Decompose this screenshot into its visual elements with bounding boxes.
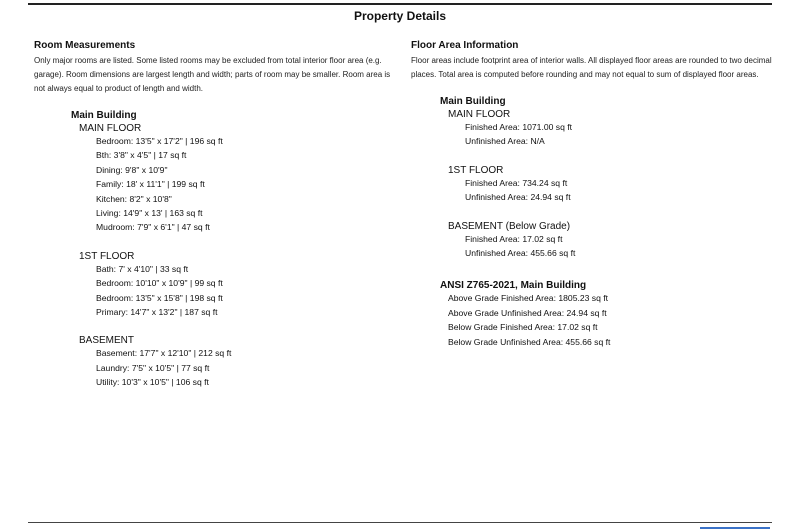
area-list (465, 232, 776, 261)
floor-area-section (411, 40, 776, 349)
area-line: Finished Area: 734.24 sq ft (465, 177, 568, 188)
room-line: Dining: 9'8" x 10'9" (96, 164, 168, 175)
floor-area-description: Floor areas include footprint area of interior walls. All displayed floor areas are rounded to two decimal places. Total area is computed before rounding and may not equal to sum of displayed floor areas. (411, 56, 772, 79)
floor-name: MAIN FLOOR (448, 109, 511, 120)
room-measurements-heading: Room Measurements (34, 40, 136, 51)
room-list (96, 262, 399, 320)
room-line: Family: 18' x 11'1" | 199 sq ft (96, 179, 205, 190)
room-building-group (71, 110, 399, 390)
ansi-line: Above Grade Unfinished Area: 24.94 sq ft (448, 307, 607, 318)
building-name: Main Building (71, 110, 137, 121)
floor-list (79, 123, 399, 390)
floor-name: MAIN FLOOR (79, 123, 142, 134)
room-line: Bedroom: 13'5" x 17'2" | 196 sq ft (96, 136, 223, 146)
floor-area-heading: Floor Area Information (411, 40, 519, 51)
room-line: Bedroom: 13'5" x 15'8" | 198 sq ft (96, 292, 223, 303)
ansi-list (448, 291, 776, 349)
room-measurements-section (34, 40, 399, 390)
area-line: Finished Area: 1071.00 sq ft (465, 122, 573, 132)
area-list (465, 176, 776, 205)
ansi-line: Above Grade Finished Area: 1805.23 sq ft (448, 293, 609, 304)
room-line: Laundry: 7'5" x 10'5" | 77 sq ft (96, 362, 210, 373)
building-name: Main Building (440, 96, 506, 107)
page-title: Property Details (353, 9, 447, 23)
ansi-heading: ANSI Z765-2021, Main Building (440, 280, 587, 292)
floor-name: 1ST FLOOR (448, 164, 504, 176)
area-line: Unfinished Area: N/A (465, 136, 545, 147)
room-line: Mudroom: 7'9" x 6'1" | 47 sq ft (96, 222, 210, 233)
room-list (96, 134, 399, 235)
area-line: Unfinished Area: 24.94 sq ft (465, 192, 571, 203)
room-line: Bth: 3'8" x 4'5" | 17 sq ft (96, 150, 187, 161)
room-list (96, 346, 399, 389)
ansi-line: Below Grade Finished Area: 17.02 sq ft (448, 322, 598, 333)
room-line: Basement: 17'7" x 12'10" | 212 sq ft (96, 348, 232, 359)
room-line: Utility: 10'3" x 10'5" | 106 sq ft (96, 377, 209, 388)
area-building-group (440, 96, 776, 349)
area-line: Finished Area: 17.02 sq ft (465, 233, 563, 244)
ansi-line: Below Grade Unfinished Area: 455.66 sq ft (448, 336, 611, 347)
room-line: Kitchen: 8'2" x 10'8" (96, 193, 172, 204)
floor-name: BASEMENT (79, 335, 135, 347)
floor-area-list (448, 109, 776, 260)
footer-logo-fragment (700, 524, 770, 530)
room-line: Bedroom: 10'10" x 10'9" | 99 sq ft (96, 278, 223, 289)
floor-name: BASEMENT (Below Grade) (448, 220, 571, 232)
room-measurements-description: Only major rooms are listed. Some listed rooms may be excluded from total interior floor area (e.g. garage). Room dimensions are largest length and width; parts of room may be smaller. Room area is not always equal to product of length and width. (34, 56, 391, 93)
area-line: Unfinished Area: 455.66 sq ft (465, 248, 576, 259)
bottom-divider (28, 522, 772, 523)
floor-name: 1ST FLOOR (79, 250, 135, 262)
area-list (465, 120, 776, 149)
room-line: Living: 14'9" x 13' | 163 sq ft (96, 208, 203, 219)
top-divider (28, 3, 772, 5)
room-line: Primary: 14'7" x 13'2" | 187 sq ft (96, 307, 218, 318)
room-line: Bath: 7' x 4'10" | 33 sq ft (96, 263, 189, 274)
